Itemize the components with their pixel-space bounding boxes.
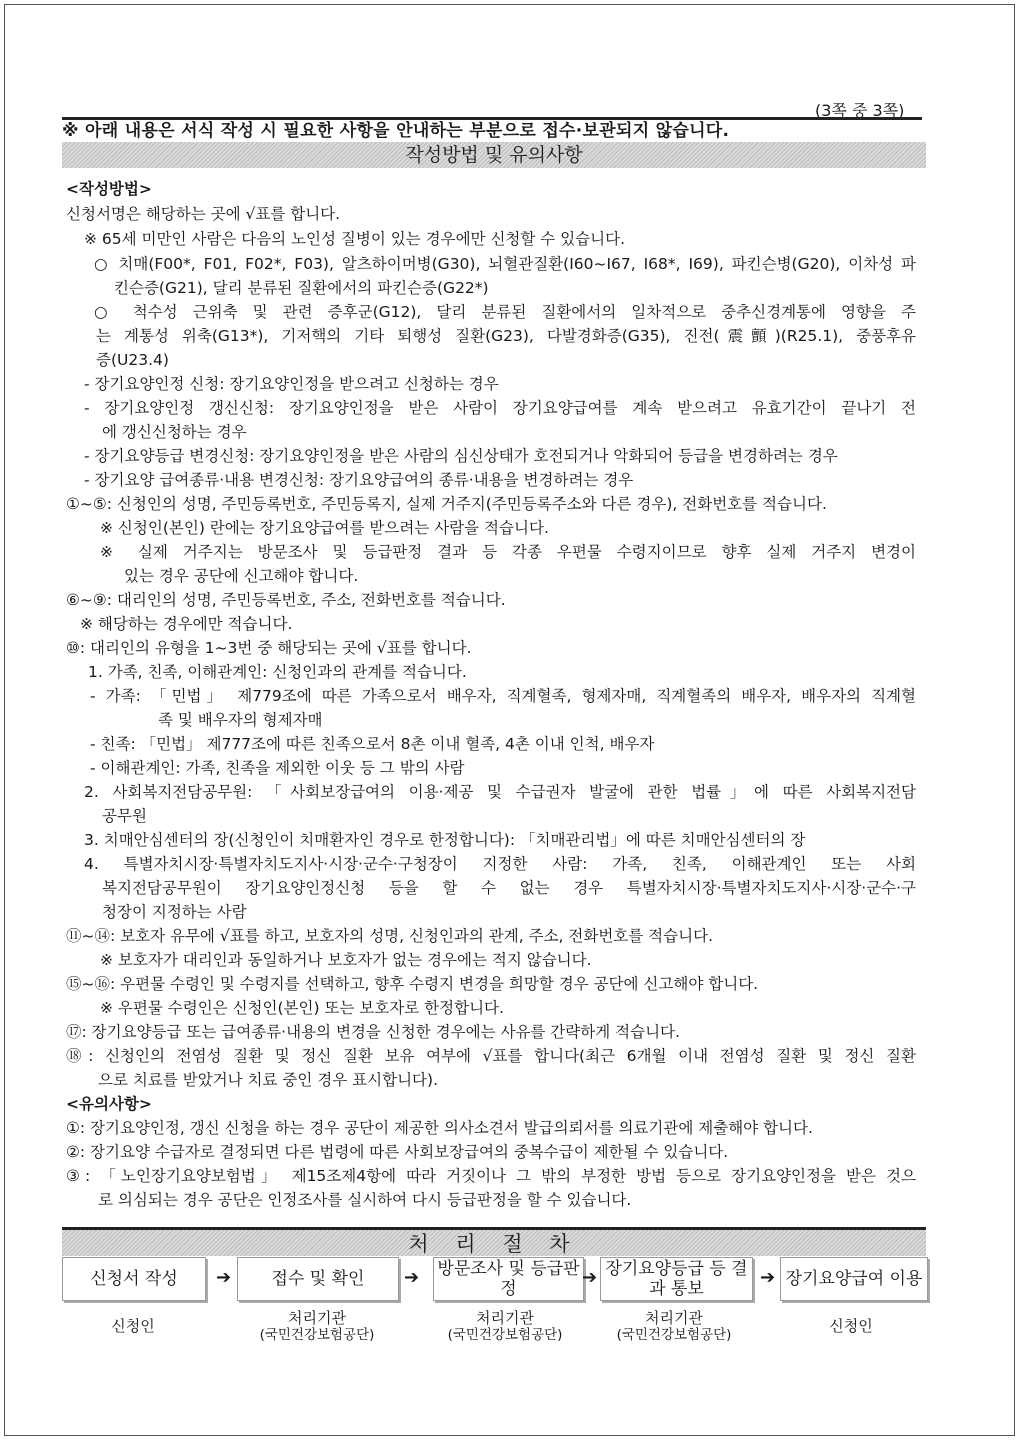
instruction-line: ⑥~⑨: 대리인의 성명, 주민등록번호, 주소, 전화번호를 적습니다.: [66, 591, 506, 609]
process-step-3: 방문조사 및 등급판정: [433, 1257, 584, 1301]
instruction-line: - 친족: 「민법」 제777조에 따른 친족으로서 8촌 이내 혈족, 4촌 이내 인척, 배우자: [90, 735, 655, 753]
process-step-1: 신청서 작성: [62, 1257, 206, 1301]
arrow-right-icon: ➔: [582, 1267, 598, 1288]
process-actor-5: [780, 1318, 922, 1335]
instruction-line: 족 및 배우자의 형제자매: [158, 711, 323, 729]
instruction-line: 3. 치매안심센터의 장(신청인이 치매환자인 경우로 한정합니다): 「치매관리법」에 따른 치매안심센터의 장: [84, 831, 806, 849]
arrow-right-icon: ➔: [404, 1267, 420, 1288]
notice-banner: ※ 아래 내용은 서식 작성 시 필요한 사항을 안내하는 부분으로 접수·보관되지 않습니다.: [62, 117, 922, 142]
instruction-line: - 장기요양등급 변경신청: 장기요양인정을 받은 사람의 심신상태가 호전되거나 악화되어 등급을 변경하려는 경우: [84, 447, 838, 465]
instruction-line: 킨슨증(G21), 달리 분류된 질환에서의 파킨슨증(G22*): [114, 279, 489, 297]
process-actor-label: 신청인: [829, 1317, 873, 1335]
process-actor-2: [237, 1310, 397, 1344]
instruction-line: ※ 보호자가 대리인과 동일하거나 보호자가 없는 경우에는 적지 않습니다.: [100, 951, 592, 969]
process-actor-sub: (국민건강보험공단): [259, 1327, 375, 1343]
page-number: (3쪽 중 3쪽): [815, 101, 905, 120]
instruction-line: 신청서명은 해당하는 곳에 √표를 합니다.: [66, 205, 341, 223]
process-actor-sub: (국민건강보험공단): [447, 1327, 563, 1343]
process-actor-sub: (국민건강보험공단): [616, 1327, 732, 1343]
process-actor-label: 처리기관: [645, 1309, 703, 1327]
instruction-line: 복지전담공무원이 장기요양인정신청 등을 할 수 없는 경우 특별자치시장·특별자치도지사·시장·군수·구: [102, 879, 916, 897]
instruction-line: ⑩: 대리인의 유형을 1~3번 중 해당되는 곳에 √표를 합니다.: [66, 639, 472, 657]
instruction-line: ○ 치매(F00*, F01, F02*, F03), 알츠하이머병(G30), 뇌혈관질환(I60~I67, I68*, I69), 파킨슨병(G20), 이차성 파: [94, 255, 916, 273]
instruction-line: ⑮~⑯: 우편물 수령인 및 수령지를 선택하고, 향후 수령지 변경을 희망할 경우 공단에 신고해야 합니다.: [66, 975, 759, 993]
instruction-line: 청장이 지정하는 사람: [102, 903, 247, 921]
instruction-line: ①: 장기요양인정, 갱신 신청을 하는 경우 공단이 제공한 의사소견서 발급의뢰서를 의료기관에 제출해야 합니다.: [66, 1119, 813, 1137]
heading-writing-method: <작성방법>: [66, 180, 152, 198]
instruction-line: ○ 척수성 근위축 및 관련 증후군(G12), 달리 분류된 질환에서의 일차적으로 중추신경계통에 영향을 주: [94, 303, 916, 321]
section-title: [62, 142, 926, 168]
instruction-line: 2. 사회복지전담공무원: 「사회보장급여의 이용·제공 및 수급권자 발굴에 관한 법률」에 따른 사회복지전담: [84, 783, 916, 801]
instruction-line: 4. 특별자치시장·특별자치도지사·시장·군수·구청장이 지정한 사람: 가족, 친족, 이해관계인 또는 사회: [84, 855, 916, 873]
instruction-line: ※ 실제 거주지는 방문조사 및 등급판정 결과 등 각종 우편물 수령지이므로 향후 실제 거주지 변경이: [100, 543, 916, 561]
instruction-line: ⑱: 신청인의 전염성 질환 및 정신 질환 보유 여부에 √표를 합니다(최근 6개월 이내 전염성 질환 및 정신 질환: [66, 1047, 916, 1065]
instruction-line: 는 계통성 위축(G13*), 기저핵의 기타 퇴행성 질환(G23), 다발경화증(G35), 진전(震顫)(R25.1), 중풍후유: [96, 327, 916, 345]
process-title: 처 리 절 차: [62, 1227, 926, 1256]
instruction-line: ①~⑤: 신청인의 성명, 주민등록번호, 주민등록지, 실제 거주지(주민등록주소와 다른 경우), 전화번호를 적습니다.: [66, 495, 827, 513]
instruction-line: 에 갱신신청하는 경우: [102, 423, 247, 441]
instruction-line: ※ 우편물 수령인은 신청인(본인) 또는 보호자로 한정합니다.: [100, 999, 504, 1017]
instruction-line: 증(U23.4): [96, 351, 169, 369]
instruction-line: - 장기요양 급여종류·내용 변경신청: 장기요양급여의 종류·내용을 변경하려는 경우: [84, 471, 634, 489]
instruction-line: 공무원: [102, 807, 147, 825]
instruction-line: 있는 경우 공단에 신고해야 합니다.: [124, 567, 359, 585]
process-actor-1: [62, 1318, 204, 1335]
arrow-right-icon: ➔: [216, 1267, 232, 1288]
process-actor-label: 처리기관: [288, 1309, 346, 1327]
instruction-line: - 가족: 「민법」 제779조에 따른 가족으로서 배우자, 직계혈족, 형제자매, 직계혈족의 배우자, 배우자의 직계혈: [90, 687, 916, 705]
instruction-line: - 장기요양인정 신청: 장기요양인정을 받으려고 신청하는 경우: [84, 375, 499, 393]
instruction-line: 1. 가족, 친족, 이해관계인: 신청인과의 관계를 적습니다.: [88, 663, 467, 681]
instruction-line: ⑪~⑭: 보호자 유무에 √표를 하고, 보호자의 성명, 신청인과의 관계, 주소, 전화번호를 적습니다.: [66, 927, 714, 945]
instruction-line: ※ 65세 미만인 사람은 다음의 노인성 질병이 있는 경우에만 신청할 수 있습니다.: [84, 230, 626, 248]
instruction-line: ②: 장기요양 수급자로 결정되면 다른 법령에 따른 사회보장급여의 중복수급이 제한될 수 있습니다.: [66, 1143, 729, 1161]
instruction-line: - 이해관계인: 가족, 친족을 제외한 이웃 등 그 밖의 사람: [90, 759, 465, 777]
instruction-line: - 장기요양인정 갱신신청: 장기요양인정을 받은 사람이 장기요양급여를 계속 받으려고 유효기간이 끝나기 전: [84, 399, 916, 417]
process-actor-4: [594, 1310, 754, 1344]
process-actor-label: 신청인: [111, 1317, 155, 1335]
instruction-line: ※ 신청인(본인) 란에는 장기요양급여를 받으려는 사람을 적습니다.: [100, 519, 549, 537]
process-step-5: 장기요양급여 이용: [780, 1257, 928, 1301]
process-actor-label: 처리기관: [476, 1309, 534, 1327]
arrow-right-icon: ➔: [760, 1267, 776, 1288]
section-title-text: 작성방법 및 유의사항: [405, 144, 583, 166]
instruction-line: ③: 「노인장기요양보험법」 제15조제4항에 따라 거짓이나 그 밖의 부정한 방법 등으로 장기요양인정을 받은 것으: [66, 1167, 916, 1185]
instruction-line: 으로 치료를 받았거나 치료 중인 경우 표시합니다).: [98, 1071, 438, 1089]
heading-precautions: <유의사항>: [66, 1095, 152, 1113]
instruction-line: ⑰: 장기요양등급 또는 급여종류·내용의 변경을 신청한 경우에는 사유를 간략하게 적습니다.: [66, 1023, 680, 1041]
instruction-line: 로 의심되는 경우 공단은 인정조사를 실시하여 다시 등급판정을 할 수 있습니다.: [98, 1191, 632, 1209]
process-step-2: 접수 및 확인: [237, 1257, 399, 1301]
process-step-4: 장기요양등급 등 결과 통보: [600, 1257, 753, 1301]
process-actor-3: [425, 1310, 585, 1344]
instruction-line: ※ 해당하는 경우에만 적습니다.: [80, 615, 293, 633]
